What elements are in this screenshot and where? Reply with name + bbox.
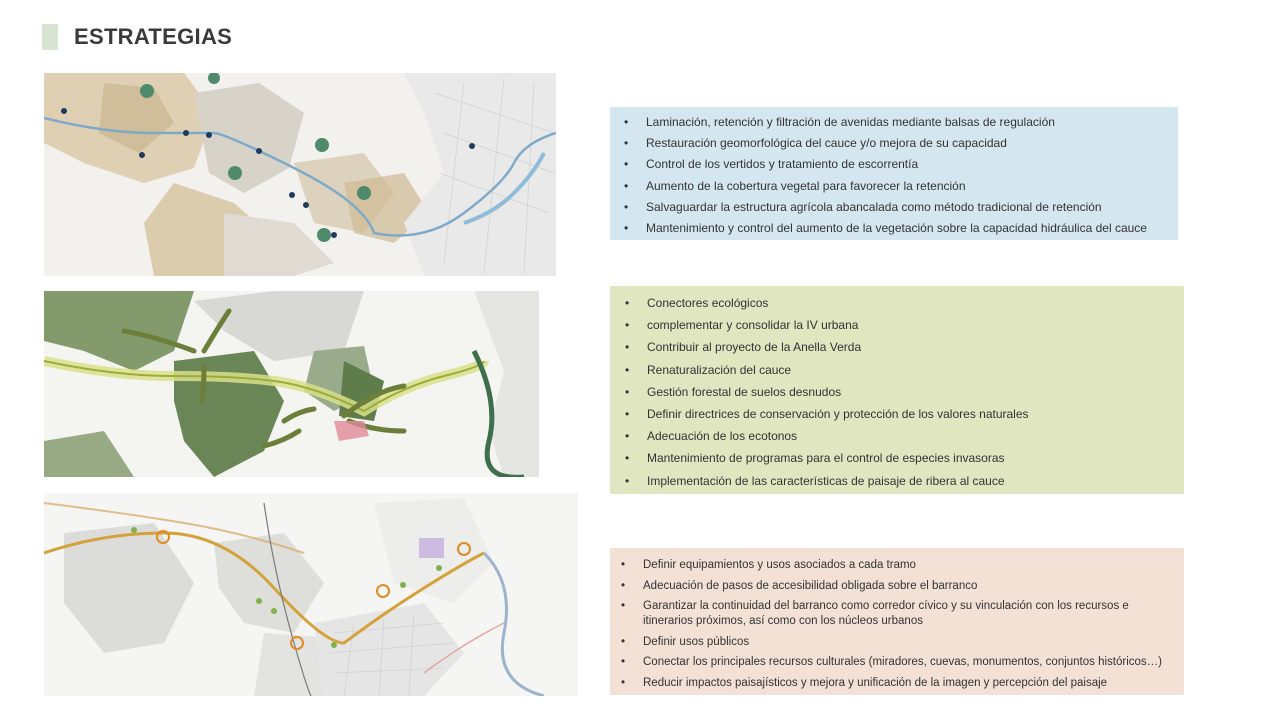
list-item: • Adecuación de los ecotonos <box>647 429 1174 444</box>
list-item: • Implementación de las características de paisaje de ribera al cauce <box>647 474 1174 489</box>
ecological-strategies-box <box>610 286 1184 494</box>
list-item: • Contribuir al proyecto de la Anella Verda <box>647 340 1174 355</box>
hydraulic-strategies-list <box>646 115 1168 236</box>
list-item: • Mantenimiento de programas para el control de especies invasoras <box>647 451 1174 466</box>
public-use-strategies-list <box>643 558 1174 691</box>
list-item: • Definir equipamientos y usos asociados a cada tramo <box>643 558 1174 573</box>
list-item: • Adecuación de pasos de accesibilidad obligada sobre el barranco <box>643 579 1174 594</box>
hydraulic-strategy-map <box>44 73 556 276</box>
public-use-strategy-map <box>44 493 578 696</box>
list-item: • Conectores ecológicos <box>647 296 1174 311</box>
hydraulic-strategies-box <box>610 107 1178 240</box>
list-item: • Renaturalización del cauce <box>647 363 1174 378</box>
page-title: ESTRATEGIAS <box>74 24 233 49</box>
ecological-strategy-map <box>44 291 539 477</box>
list-item: • Conectar los principales recursos culturales (miradores, cuevas, monumentos, conjuntos históricos…) <box>643 655 1174 670</box>
list-item: • Garantizar la continuidad del barranco como corredor cívico y su vinculación con los recursos e itinerarios próximos, así como con los núcleos urbanos <box>643 599 1174 629</box>
title-accent-bar <box>42 24 58 50</box>
ecological-strategies-list <box>647 296 1174 489</box>
list-item: • Control de los vertidos y tratamiento de escorrentía <box>646 157 1168 172</box>
list-item: • Salvaguardar la estructura agrícola abancalada como método tradicional de retención <box>646 200 1168 215</box>
list-item: • Definir directrices de conservación y protección de los valores naturales <box>647 407 1174 422</box>
list-item: • Laminación, retención y filtración de avenidas mediante balsas de regulación <box>646 115 1168 130</box>
list-item: • Restauración geomorfológica del cauce y/o mejora de su capacidad <box>646 136 1168 151</box>
list-item: • Definir usos públicos <box>643 635 1174 650</box>
list-item: • Mantenimiento y control del aumento de la vegetación sobre la capacidad hidráulica del cauce <box>646 221 1168 236</box>
list-item: • complementar y consolidar la IV urbana <box>647 318 1174 333</box>
list-item: • Reducir impactos paisajísticos y mejora y unificación de la imagen y percepción del paisaje <box>643 676 1174 691</box>
list-item: • Gestión forestal de suelos desnudos <box>647 385 1174 400</box>
list-item: • Aumento de la cobertura vegetal para favorecer la retención <box>646 179 1168 194</box>
public-use-strategies-box <box>610 548 1184 695</box>
